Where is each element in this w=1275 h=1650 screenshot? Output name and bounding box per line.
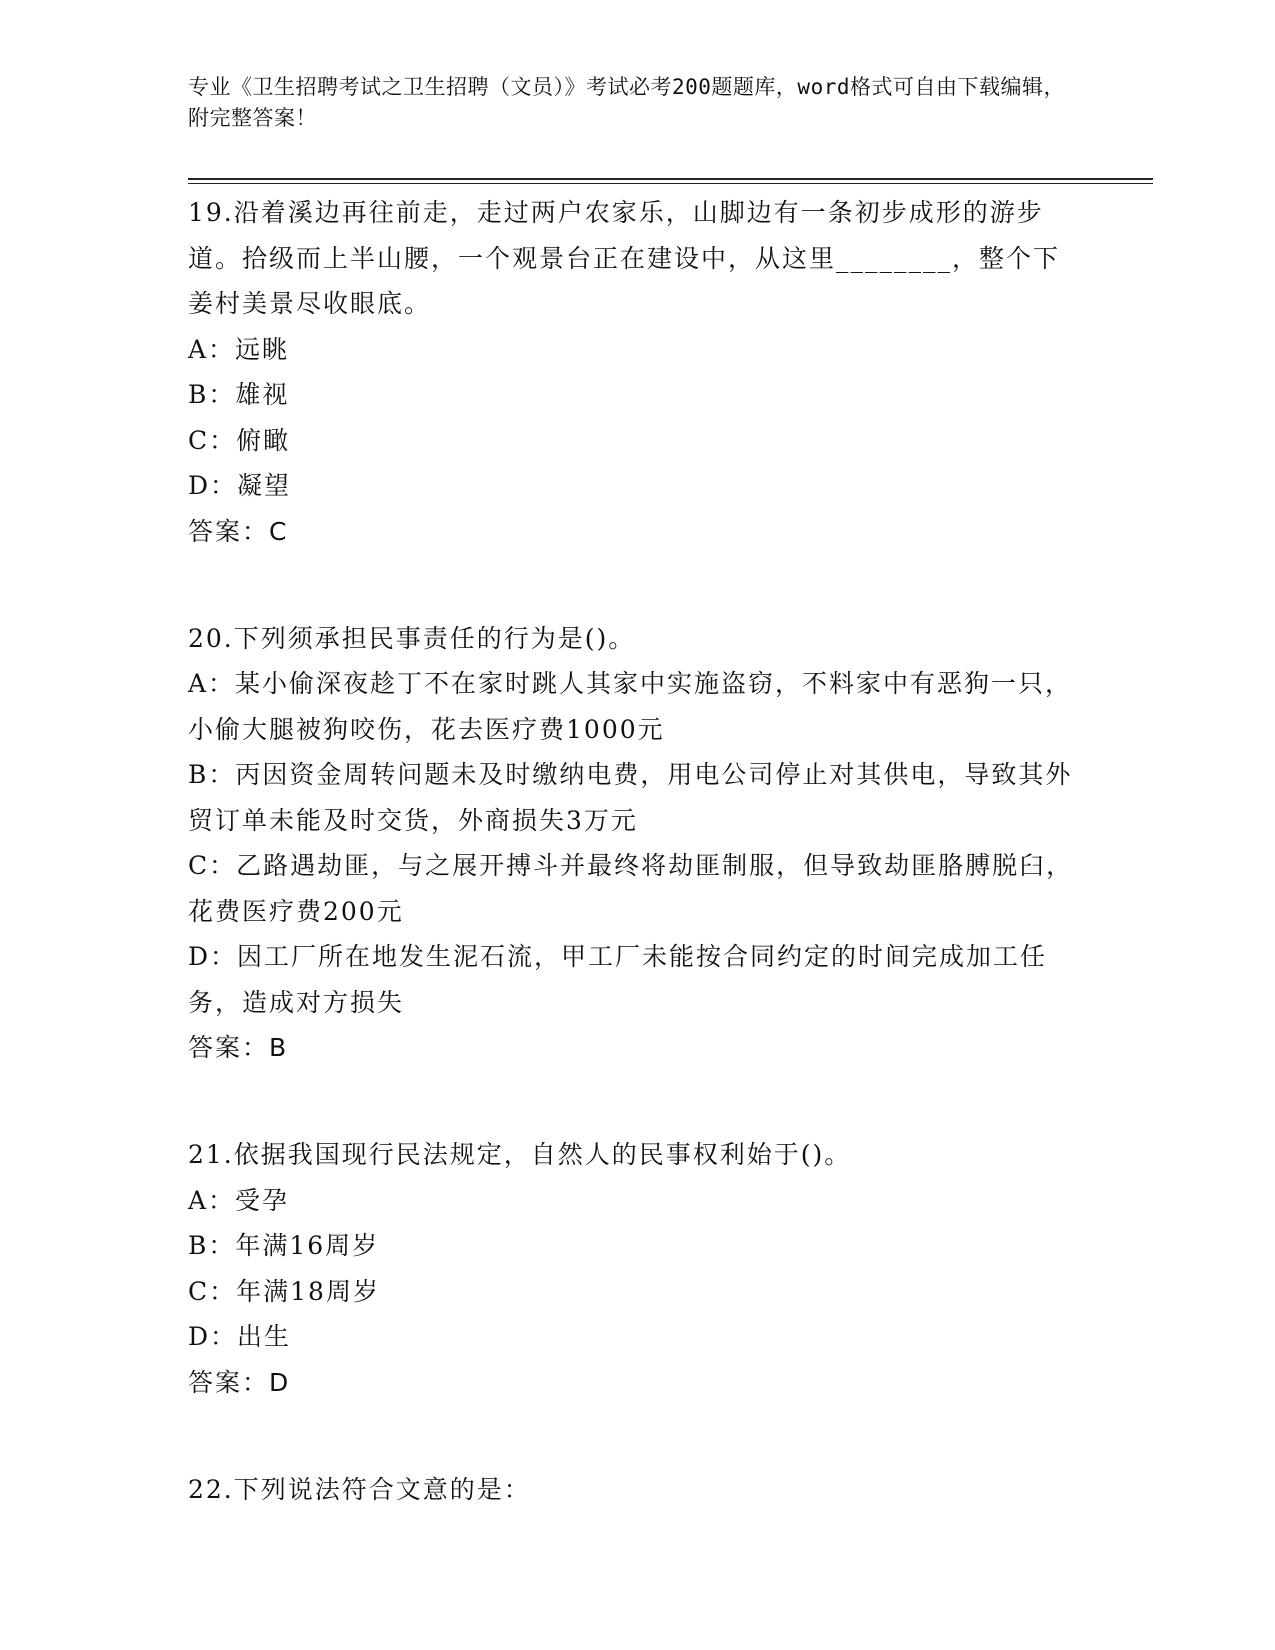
- question-21: [188, 1132, 1078, 1406]
- answer-line: 答案：C: [188, 516, 289, 546]
- option-c: C：俯瞰: [188, 425, 291, 455]
- option-d: D：凝望: [188, 471, 292, 500]
- option-a: A：远眺: [188, 334, 290, 364]
- question-stem: 22.下列说法符合文意的是：: [188, 1474, 531, 1504]
- question-20: [188, 616, 1078, 1072]
- question-19: [188, 190, 1078, 555]
- option-b: B：丙因资金周转问题未及时缴纳电费，用电公司停止对其供电，导致其外贸订单未能及时交货，外商损失3万元: [188, 760, 1073, 835]
- option-c: C：乙路遇劫匪，与之展开搏斗并最终将劫匪制服，但导致劫匪胳膊脱臼，花费医疗费200元: [188, 851, 1074, 926]
- answer-line: 答案：D: [188, 1367, 291, 1397]
- option-a: A：某小偷深夜趁丁不在家时跳人其家中实施盗窃，不料家中有恶狗一只，小偷大腿被狗咬伤，花去医疗费1000元: [188, 669, 1073, 744]
- option-c: C：年满18周岁: [188, 1276, 380, 1306]
- question-stem: 20.下列须承担民事责任的行为是()。: [188, 623, 636, 653]
- option-b: B：雄视: [188, 380, 290, 409]
- question-gap: [188, 1071, 1078, 1132]
- option-d: D：出生: [188, 1322, 292, 1351]
- question-stem: 19.沿着溪边再往前走，走过两户农家乐，山脚边有一条初步成形的游步道。拾级而上半山腰，一个观景台正在建设中，从这里________，整个下姜村美景尽收眼底。: [188, 198, 1061, 318]
- question-22: [188, 1467, 1078, 1513]
- option-d: D：因工厂所在地发生泥石流，甲工厂未能按合同约定的时间完成加工任务，造成对方损失: [188, 942, 1048, 1017]
- document-header: 专业《卫生招聘考试之卫生招聘（文员）》考试必考200题题库，word格式可自由下载编辑，附完整答案！: [188, 75, 1065, 130]
- option-b: B：年满16周岁: [188, 1231, 380, 1260]
- question-stem: 21.依据我国现行民法规定，自然人的民事权利始于()。: [188, 1140, 852, 1169]
- header-rule-thin: [188, 183, 1153, 184]
- question-gap: [188, 555, 1078, 616]
- option-a: A：受孕: [188, 1185, 290, 1215]
- header-rule-thick: [188, 178, 1153, 180]
- answer-line: 答案：B: [188, 1033, 289, 1062]
- question-list: [188, 190, 1078, 1512]
- question-gap: [188, 1406, 1078, 1467]
